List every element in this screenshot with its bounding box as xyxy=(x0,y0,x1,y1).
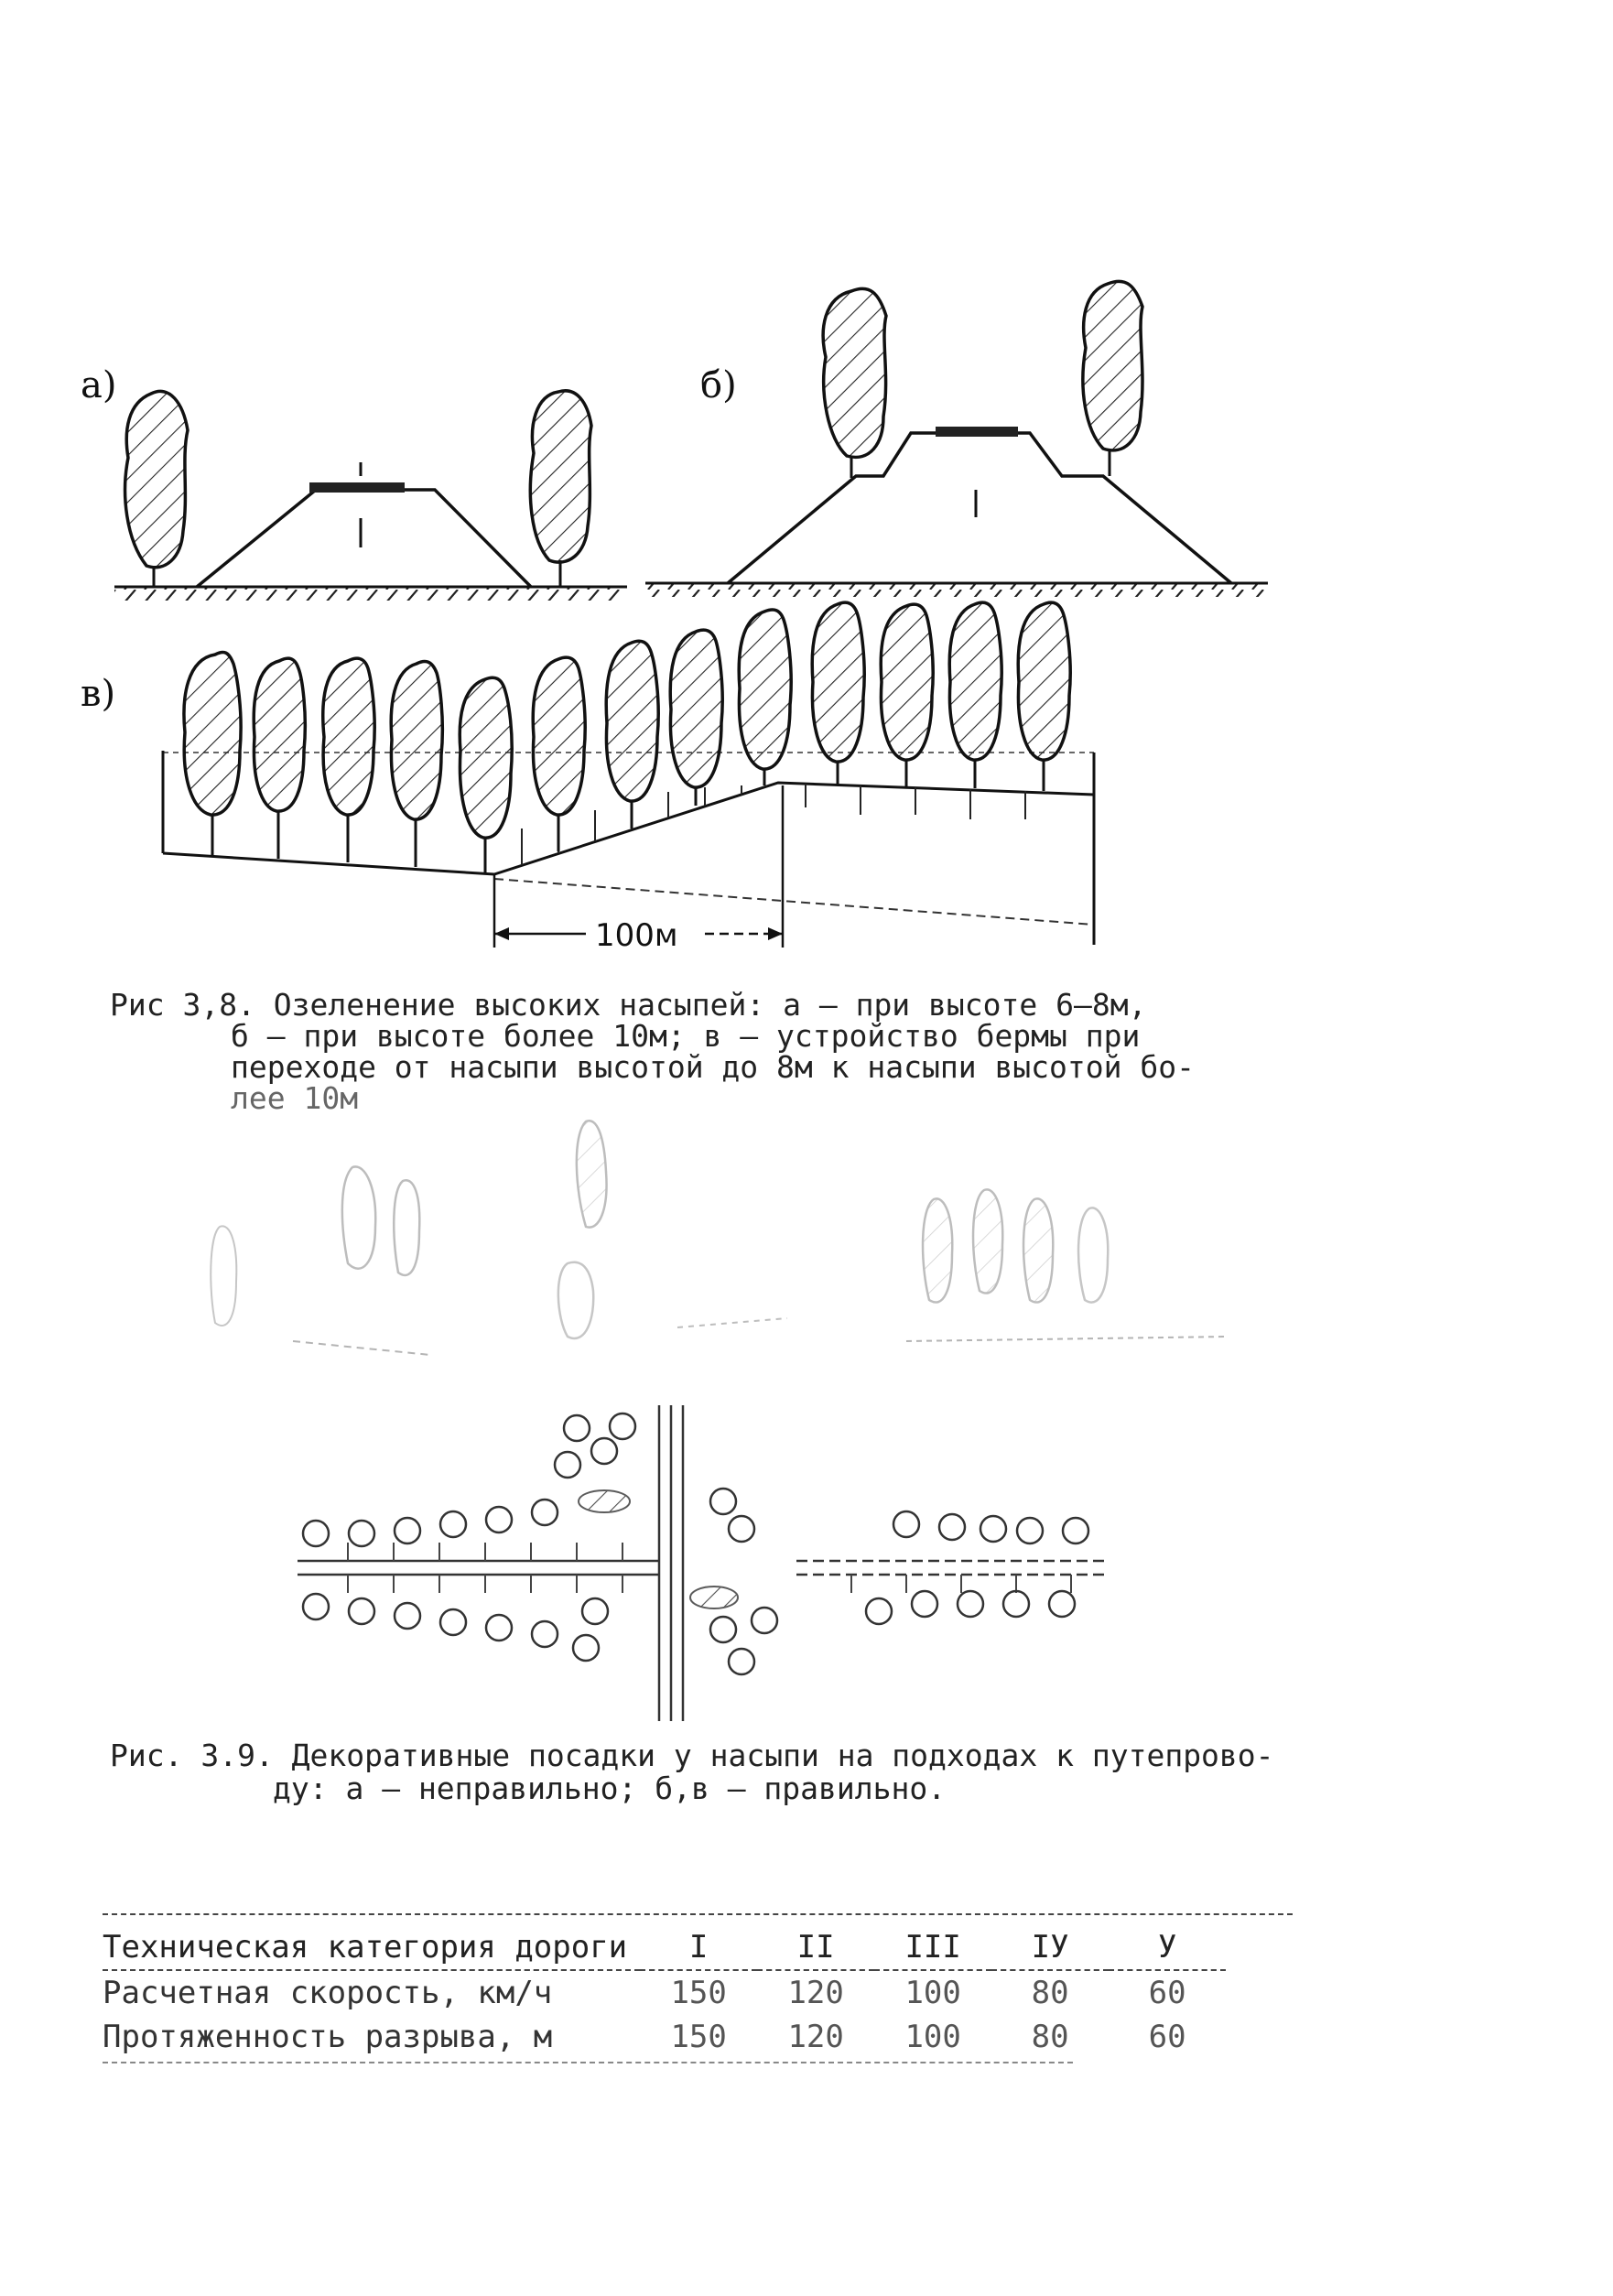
table-row xyxy=(103,2015,1226,2059)
dimension-label-100m: 100м xyxy=(595,917,678,954)
figure-3-9-caption-line-1: Рис. 3.9. Декоративные посадки у насыпи на подходах к путепрово- xyxy=(110,1738,1274,1773)
figure-3-8-caption-line-1: Рис 3,8. Озеленение высоких насыпей: а – при высоте 6–8м, xyxy=(110,987,1147,1023)
table-header-label: Техническая категория дороги xyxy=(103,1929,628,1966)
table-header-row xyxy=(103,1925,1226,1970)
table-header-category: У xyxy=(1157,1929,1177,1966)
panel-label-b: б) xyxy=(700,364,737,406)
table-cell: 60 xyxy=(1148,1975,1186,2011)
table-cell: 100 xyxy=(904,1975,961,2011)
figure-3-8-caption-line-2: б – при высоте более 10м; в – устройство бермы при xyxy=(231,1018,1141,1054)
table-header-category: I xyxy=(688,1929,709,1966)
figure-3-8-caption-line-3: переходе от насыпи высотой до 8м к насыпи высотой бо- xyxy=(231,1049,1195,1085)
road-category-table xyxy=(103,1925,1226,2059)
table-row-label: Протяженность разрыва, м xyxy=(103,2019,553,2055)
figure-3-9-caption-line-2: ду: а – неправильно; б,в – правильно. xyxy=(273,1771,947,1806)
panel-label-c: в) xyxy=(81,673,116,715)
figure-3-8-panel-c xyxy=(163,602,1094,948)
table-cell: 80 xyxy=(1031,1975,1069,2011)
table-top-rule xyxy=(103,1913,1293,1915)
table-cell: 120 xyxy=(787,1975,844,2011)
panel-label-a: а) xyxy=(81,364,117,406)
table-header-category: IУ xyxy=(1031,1929,1069,1966)
table-header-category: III xyxy=(904,1929,961,1966)
table-cell: 150 xyxy=(670,2019,727,2055)
table-row xyxy=(103,1970,1226,2015)
figure-3-8-caption-line-4: лее 10м xyxy=(231,1080,359,1116)
table-row-label: Расчетная скорость, км/ч xyxy=(103,1975,553,2011)
table-cell: 120 xyxy=(787,2019,844,2055)
table-cell: 100 xyxy=(904,2019,961,2055)
figure-3-8-panel-b xyxy=(645,281,1268,597)
table-cell: 150 xyxy=(670,1975,727,2011)
table-cell: 60 xyxy=(1148,2019,1186,2055)
figure-3-9-top-sketches xyxy=(211,1121,1227,1355)
table-header-category: II xyxy=(796,1929,835,1966)
table-bottom-rule xyxy=(103,2062,1073,2063)
table-cell: 80 xyxy=(1031,2019,1069,2055)
figure-3-8-panel-a xyxy=(114,391,627,601)
figure-3-9-plan-view xyxy=(298,1405,1108,1721)
